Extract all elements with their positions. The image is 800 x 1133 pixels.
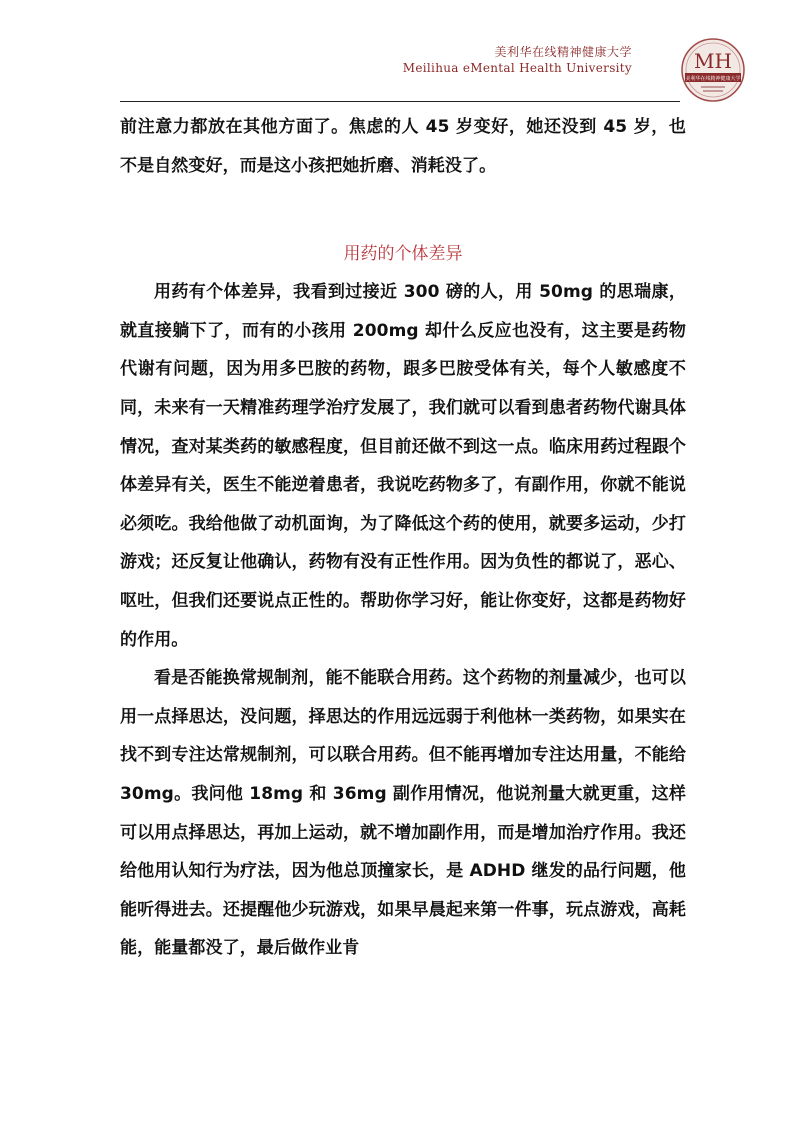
- paragraph-formulation-options: 看是否能换常规制剂，能不能联合用药。这个药物的剂量减少，也可以用一点择思达，没问题，择思达的作用远远弱于利他林一类药物，如果实在找不到专注达常规制剂，可以联合用药。但不能再增加专注达用量，不能给 30mg。我问他 18mg 和 36mg 副作用情况，他说剂量大就更重，这样可以用点择思达，再加上运动，就不增加副作用，而是增加治疗作用。我还给他用认知行为疗法，因为他总顶撞家长，是 ADHD 继发的品行问题，他能听得进去。还提醒他少玩游戏，如果早晨起来第一件事，玩点游戏，高耗能，能量都没了，最后做作业肯: [120, 668, 686, 959]
- header-divider: [120, 101, 680, 102]
- intro-paragraph: 前注意力都放在其他方面了。焦虑的人 45 岁变好，她还没到 45 岁，也不是自然变好，而是这小孩把她折磨、消耗没了。: [120, 117, 686, 176]
- document-body: [120, 108, 686, 968]
- header-title-english: Meilihua eMental Health University: [402, 61, 632, 75]
- logo-initials: MH: [694, 49, 732, 73]
- header-title-block: [403, 44, 632, 76]
- section-title: 用药的个体差异: [343, 244, 463, 265]
- header-title-chinese: 美利华在线精神健康大学: [494, 45, 632, 59]
- paragraph-individual-differences: 用药有个体差异，我看到过接近 300 磅的人，用 50mg 的思瑞康，就直接躺下了，而有的小孩用 200mg 却什么反应也没有，这主要是药物代谢有问题，因为用多巴胺的药物，跟多巴胺受体有关，每个人敏感度不同，未来有一天精准药理学治疗发展了，我们就可以看到患者药物代谢具体情况，查对某类药的敏感程度，但目前还做不到这一点。临床用药过程跟个体差异有关，医生不能逆着患者，我说吃药物多了，有副作用，你就不能说必须吃。我给他做了动机面询，为了降低这个药的使用，就要多运动，少打游戏；还反复让他确认，药物有没有正性作用。因为负性的都说了，恶心、呕吐，但我们还要说点正性的。帮助你学习好，能让你变好，这都是药物好的作用。: [120, 282, 686, 650]
- university-logo: [681, 38, 745, 102]
- logo-caption: 美利华在线精神健康大学: [685, 76, 741, 82]
